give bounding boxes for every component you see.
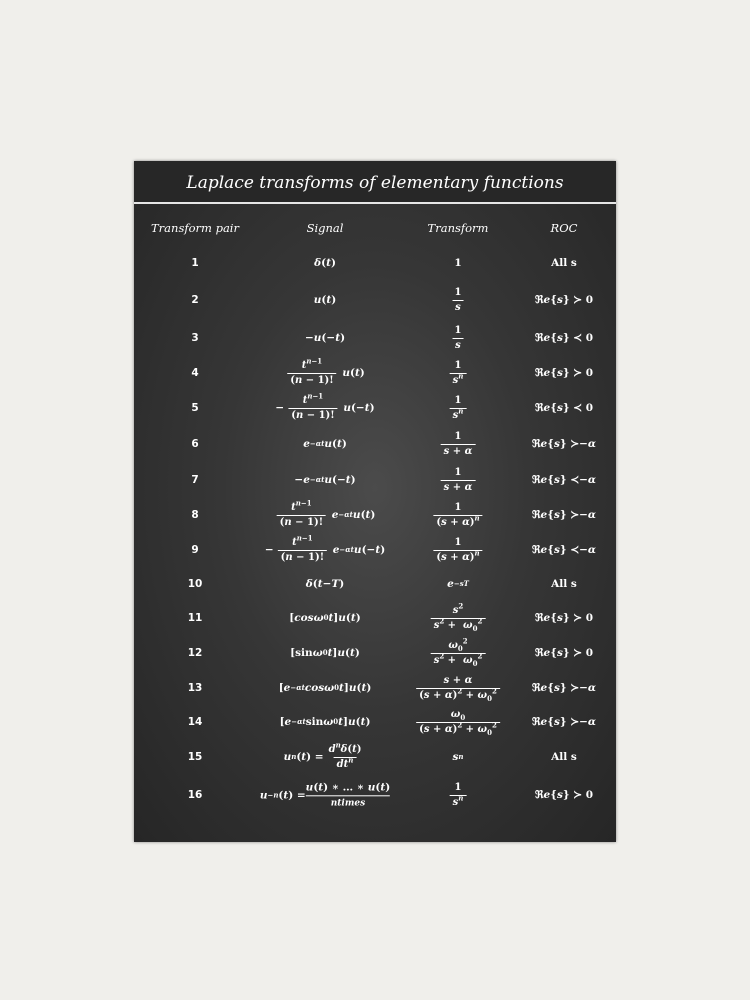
pair-number: 3 [191, 332, 199, 344]
signal-formula: − $\frac{t^{n-1}}{(n - 1)!}$ u (− t ) [275, 391, 375, 421]
signal-formula: [ cos ω 0 t ] u ( t ) [289, 612, 361, 624]
transform-formula: $\frac{1}{s}$ [450, 325, 467, 351]
pair-number: 1 [191, 257, 199, 269]
poster-title: Laplace transforms of elementary functions [186, 173, 564, 193]
roc-condition: ℜ e { s } ≻ 0 [534, 612, 594, 624]
transform-formula: e −sT [447, 578, 469, 590]
signal-formula: − $\frac{t^{n-1}}{(n - 1)!}$ e −αt u (− t ) [264, 533, 386, 563]
title-divider [134, 202, 616, 204]
signal-formula: $\frac{t^{n-1}}{(n - 1)!}$ u ( t ) [285, 360, 365, 386]
transform-formula: $\frac{1}{s}$ [450, 287, 467, 313]
signal-formula: δ ( t − T ) [305, 578, 345, 590]
transform-formula: $\frac{\omega_0^2}{s^2 + \omega_0^2}$ [429, 640, 488, 666]
roc-condition: ℜ e { s } ≻− α [531, 438, 597, 450]
transform-formula: $\frac{1}{s^n}$ [448, 395, 469, 421]
transform-formula: s n [452, 751, 464, 763]
signal-formula: − u (− t ) [304, 332, 346, 344]
signal-formula: [sin ω 0 t ] u ( t ) [290, 647, 360, 659]
transform-formula: $\frac{1}{(s + \alpha)^n}$ [431, 537, 484, 563]
header-transform-pair: Transform pair [151, 221, 239, 235]
transform-formula: $\frac{1}{s + \alpha}$ [439, 467, 478, 493]
pair-number: 4 [191, 367, 199, 379]
roc-condition: ℜ e { s } ≻ 0 [534, 294, 594, 306]
transform-formula: $\frac{1}{s^n}$ [448, 360, 469, 386]
roc-condition: All s [551, 257, 577, 269]
transform-formula: $\frac{\omega_0}{(s + \alpha)^2 + \omega_0^2}$ [414, 709, 502, 735]
pair-number: 5 [191, 402, 199, 414]
roc-condition: All s [551, 578, 577, 590]
roc-condition: ℜ e { s } ≻ 0 [534, 367, 594, 379]
transform-formula: $\frac{1}{s^n}$ [448, 782, 469, 808]
pair-number: 7 [191, 474, 199, 486]
pair-number: 9 [191, 544, 199, 556]
signal-formula: [ e −αt cos ω 0 t ] u ( t ) [278, 682, 372, 694]
pair-number: 11 [187, 612, 203, 624]
roc-condition: ℜ e { s } ≻− α [531, 682, 597, 694]
pair-number: 2 [191, 294, 199, 306]
signal-formula: − e −αt u (− t ) [294, 474, 356, 486]
roc-condition: ℜ e { s } ≺− α [531, 544, 597, 556]
header-roc: ROC [550, 221, 578, 235]
signal-formula: u −n ( t ) = u(t) ∗ … ∗ u(t) ntimes [259, 781, 391, 808]
transform-formula: $\frac{1}{(s + \alpha)^n}$ [431, 502, 484, 528]
pair-number: 14 [187, 716, 203, 728]
signal-formula: u ( t ) [313, 294, 337, 306]
roc-condition: ℜ e { s } ≻ 0 [534, 647, 594, 659]
signal-formula: u n ( t ) = $\frac{d^n\delta(t)}{dt^n}$ [283, 740, 362, 770]
roc-condition: ℜ e { s } ≻− α [531, 509, 597, 521]
transform-formula: $\frac{s^2}{s^2 + \omega_0^2}$ [429, 605, 488, 631]
roc-condition: ℜ e { s } ≺− α [531, 474, 597, 486]
roc-condition: ℜ e { s } ≺ 0 [534, 402, 594, 414]
header-signal: Signal [306, 221, 344, 235]
pair-number: 6 [191, 438, 199, 450]
pair-number: 12 [187, 647, 203, 659]
transform-formula: $\frac{s + \alpha}{(s + \alpha)^2 + \omega_0^2}$ [414, 675, 502, 701]
roc-condition: ℜ e { s } ≻− α [531, 716, 597, 728]
signal-formula: [ e −αt sin ω 0 t ] u ( t ) [279, 716, 371, 728]
pair-number: 13 [187, 682, 203, 694]
transform-formula: $\frac{1}{s + \alpha}$ [439, 431, 478, 457]
laplace-poster [134, 161, 616, 842]
pair-number: 8 [191, 509, 199, 521]
signal-formula: δ ( t ) [314, 257, 336, 269]
signal-formula: e −αt u ( t ) [303, 438, 347, 450]
pair-number: 16 [187, 789, 203, 801]
signal-formula: $\frac{t^{n-1}}{(n - 1)!}$ e −αt u ( t ) [275, 502, 376, 528]
pair-number: 10 [187, 578, 203, 590]
roc-condition: All s [551, 751, 577, 763]
roc-condition: ℜ e { s } ≻ 0 [534, 789, 594, 801]
header-transform: Transform [427, 221, 489, 235]
roc-condition: ℜ e { s } ≺ 0 [534, 332, 594, 344]
transform-formula: 1 [454, 257, 462, 269]
pair-number: 15 [187, 751, 203, 763]
